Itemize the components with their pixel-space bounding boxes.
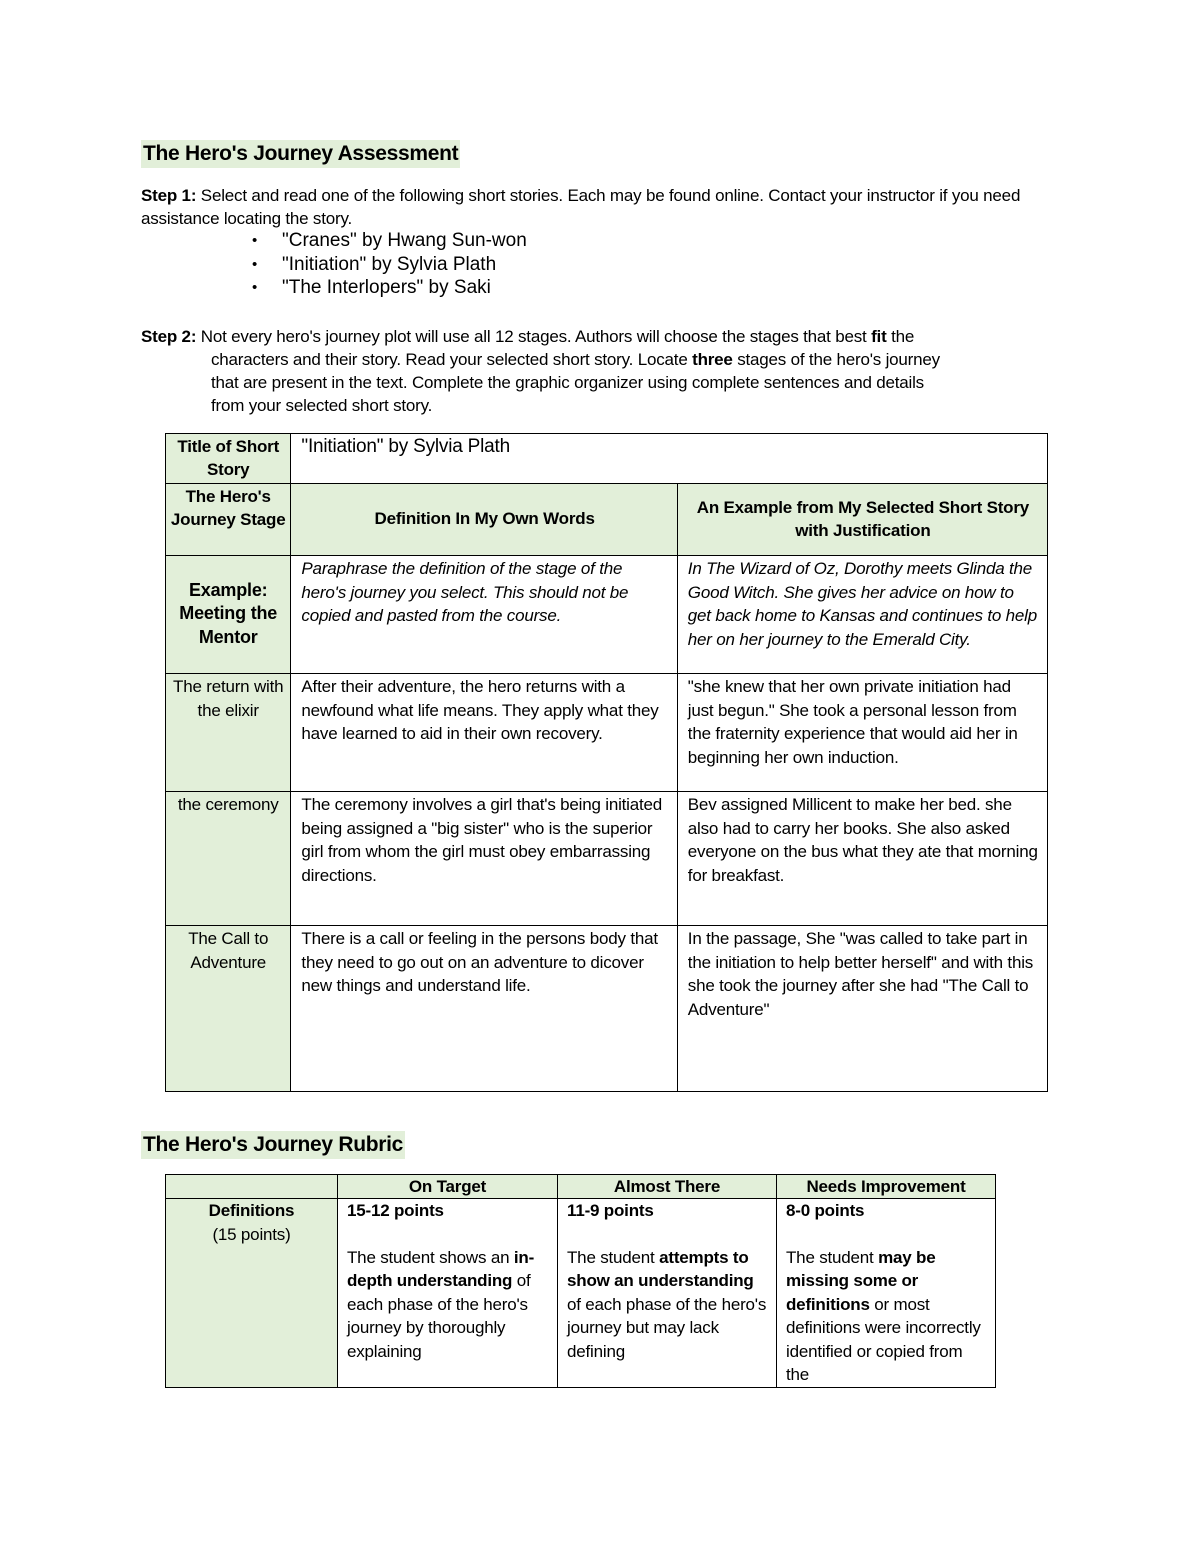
title-value-cell: "Initiation" by Sylvia Plath (291, 434, 1048, 484)
example-stage-cell: Example: Meeting the Mentor (166, 556, 291, 674)
page-title: The Hero's Journey Assessment (141, 140, 460, 168)
definition-cell: There is a call or feeling in the persons body that they need to go out on an adventure to dicover new things and understand life. (291, 926, 677, 1092)
rubric-title: The Hero's Journey Rubric (141, 1131, 405, 1159)
example-definition-cell: Paraphrase the definition of the stage of the hero's journey you select. This should not be copied and pasted from the course. (291, 556, 677, 674)
example-cell: "she knew that her own private initiation had just begun." She took a personal lesson from the fraternity experience that would aid her in beginning her own induction. (677, 674, 1047, 792)
example-cell: In the passage, She "was called to take part in the initiation to help better herself" and with this she took the journey after she had "The Call to Adventure" (677, 926, 1047, 1092)
rubric-corner-cell (166, 1175, 338, 1199)
bullet-icon: • (252, 255, 258, 273)
rubric-header-on-target: On Target (338, 1175, 558, 1199)
stage-cell: the ceremony (166, 792, 291, 926)
rubric-table (165, 1174, 996, 1388)
step-1-instructions (141, 184, 1061, 230)
stage-cell: The return with the elixir (166, 674, 291, 792)
story-list (252, 229, 527, 300)
definition-cell: The ceremony involves a girl that's being initiated being assigned a "big sister" who is the superior girl from whom the girl must obey embarrassing directions. (291, 792, 677, 926)
rubric-header-needs-improvement: Needs Improvement (777, 1175, 996, 1199)
title-label-cell: Title of Short Story (166, 434, 291, 484)
example-example-cell: In The Wizard of Oz, Dorothy meets Glinda the Good Witch. She gives her advice on how to get back home to Kansas and continues to help her on her journey to the Emerald City. (677, 556, 1047, 674)
step-1-text: Select and read one of the following short stories. Each may be found online. Contact your instructor if you need assistance locating the story. (141, 186, 1021, 228)
story-item: • "Initiation" by Sylvia Plath (252, 253, 497, 275)
story-item: • "Cranes" by Hwang Sun-won (252, 230, 527, 251)
definition-header-cell: Definition In My Own Words (291, 484, 677, 556)
rubric-row-label-cell: Definitions (15 points) (166, 1199, 338, 1388)
step-2-label: Step 2: (141, 327, 197, 346)
rubric-almost-there-cell: 11-9 points The student attempts to show an understanding of each phase of the hero's journey but may lack defining (558, 1199, 777, 1388)
bullet-icon: • (252, 279, 258, 296)
story-item: • "The Interlopers" by Saki (252, 277, 491, 298)
rubric-on-target-cell: 15-12 points The student shows an in-depth understanding of each phase of the hero's journey by thoroughly explaining (338, 1199, 558, 1388)
step-2-instructions: Step 2: Not every hero's journey plot will use all 12 stages. Authors will choose the stages that best fit the characters and their story. Read your selected short story. Locate three stages of the hero's journey that are present in the text. Complete the graphic organizer using complete sentences and details from your selected short story. (141, 327, 940, 415)
stage-cell: The Call to Adventure (166, 926, 291, 1092)
rubric-header-almost-there: Almost There (558, 1175, 777, 1199)
bullet-icon: • (252, 232, 258, 249)
step-1-label: Step 1: (141, 186, 197, 205)
example-header-cell: An Example from My Selected Short Story with Justification (677, 484, 1047, 556)
definition-cell: After their adventure, the hero returns with a newfound what life means. They apply what they have learned to aid in their own recovery. (291, 674, 677, 792)
rubric-needs-improvement-cell: 8-0 points The student may be missing some or definitions or most definitions were incorrectly identified or copied from the (777, 1199, 996, 1388)
stage-header-cell: The Hero's Journey Stage (166, 484, 291, 556)
graphic-organizer-table (165, 433, 1048, 1092)
example-cell: Bev assigned Millicent to make her bed. she also had to carry her books. She also asked everyone on the bus what they ate that morning for breakfast. (677, 792, 1047, 926)
